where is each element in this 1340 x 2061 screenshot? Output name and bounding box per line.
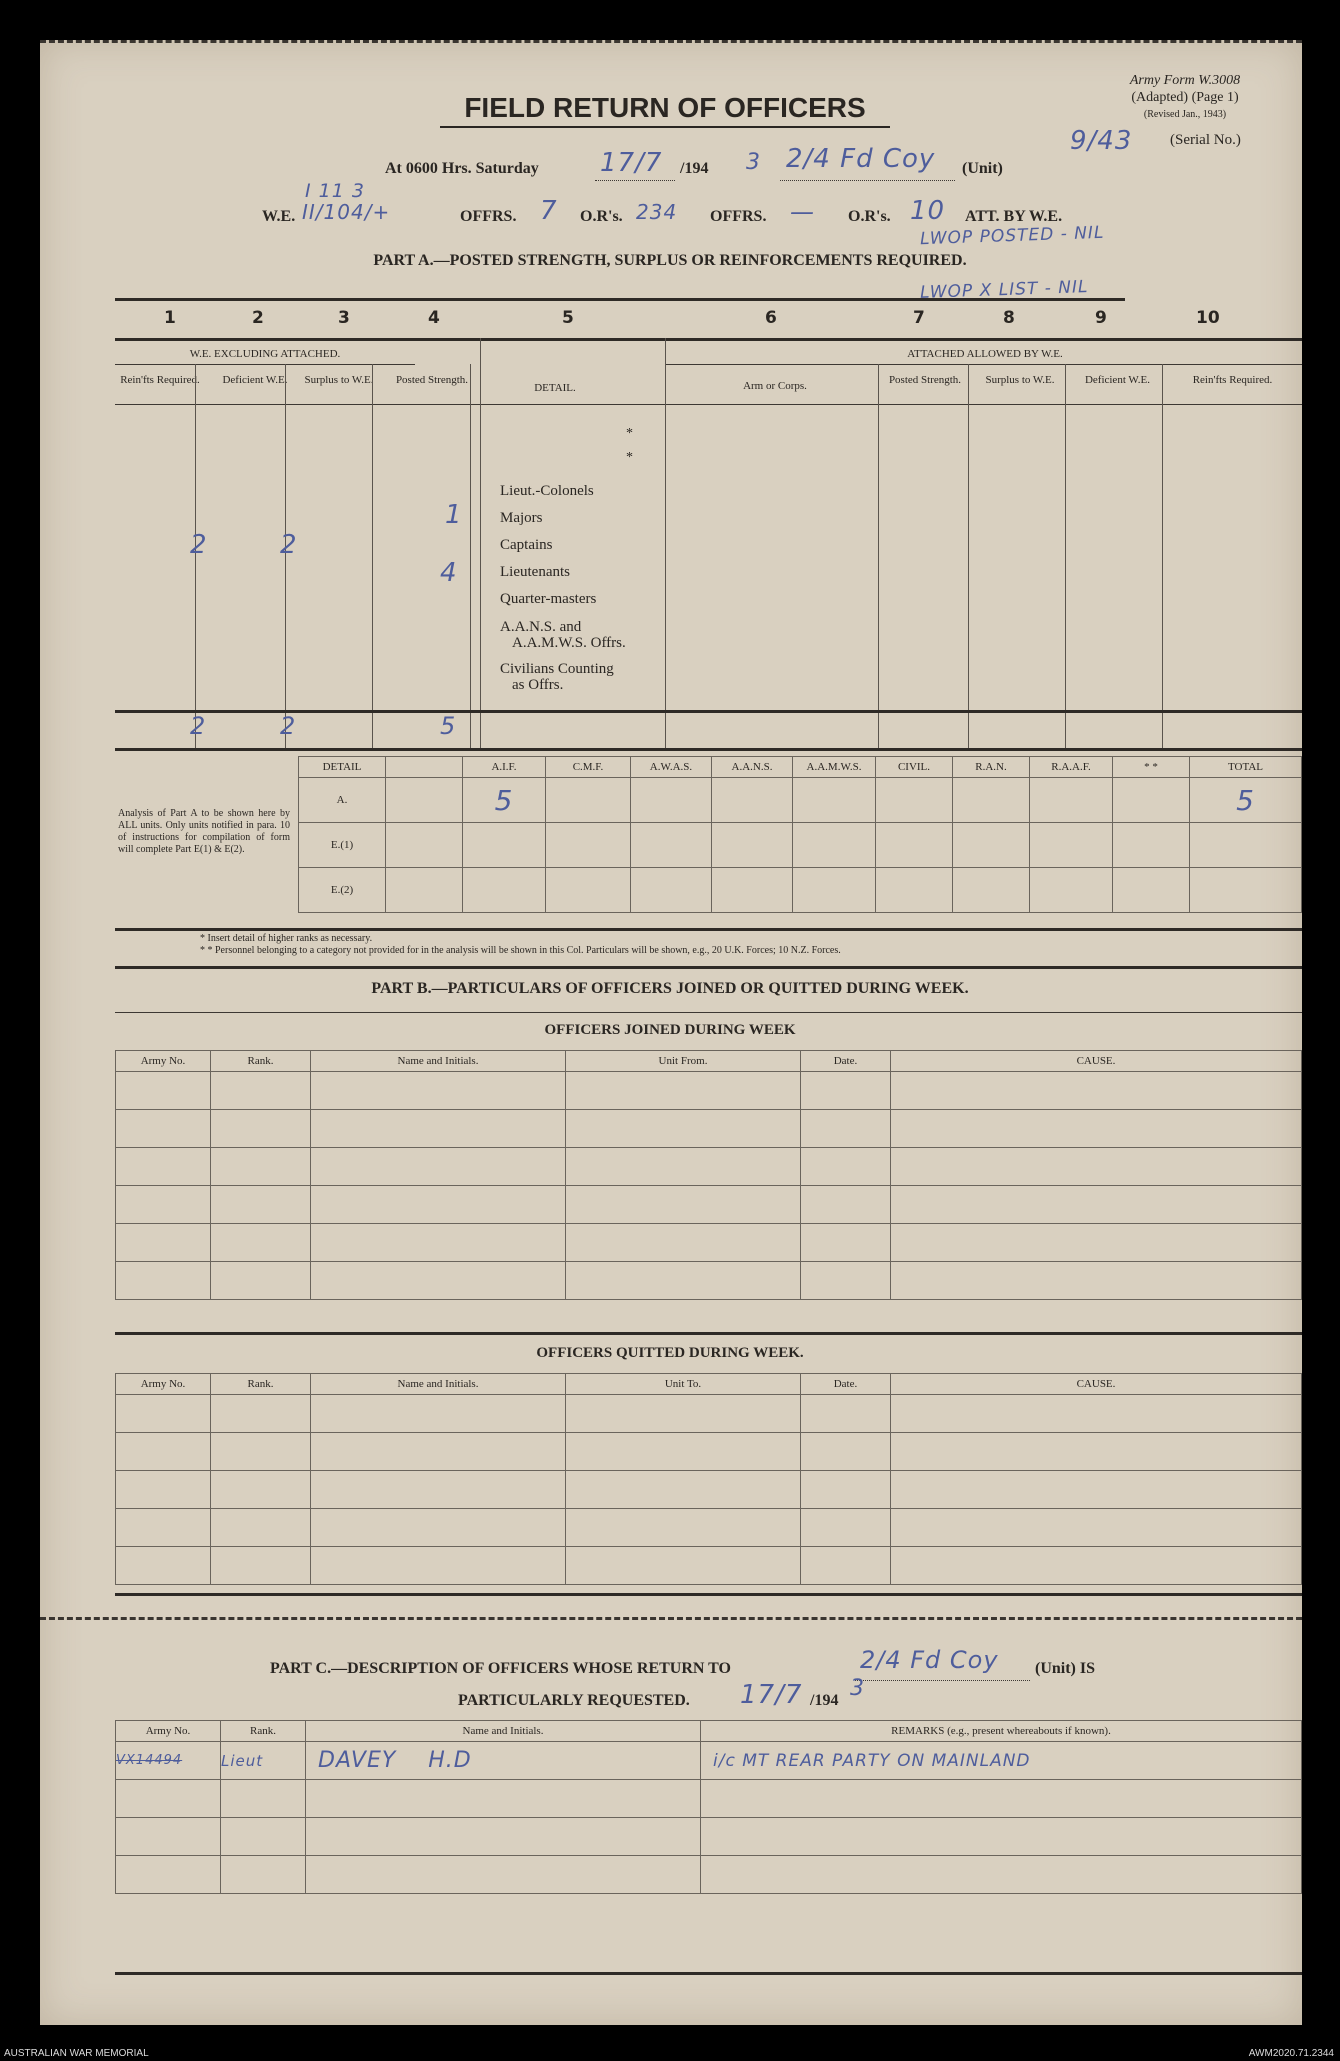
quitted-col-cause: CAUSE. bbox=[891, 1374, 1302, 1395]
table-row bbox=[116, 1547, 1302, 1585]
rank-as-offrs: as Offrs. bbox=[512, 677, 564, 693]
table-row bbox=[116, 1186, 1302, 1224]
table-cell bbox=[221, 1818, 306, 1856]
vline-9 bbox=[1065, 364, 1066, 748]
part-a-bottom-rule bbox=[115, 748, 1302, 751]
table-cell bbox=[116, 1780, 221, 1818]
table-cell bbox=[891, 1547, 1302, 1585]
ors-label: O.R's. bbox=[580, 208, 623, 225]
part-c-col-name: Name and Initials. bbox=[306, 1721, 701, 1742]
table-row bbox=[116, 1072, 1302, 1110]
col-number-7: 7 bbox=[913, 308, 925, 328]
part-c-unit-handwritten: 2/4 Fd Coy bbox=[860, 1646, 999, 1674]
total-posted-handwritten: 5 bbox=[440, 712, 457, 740]
analysis-cell bbox=[793, 868, 876, 913]
table-cell bbox=[311, 1224, 566, 1262]
rank-captains: Captains bbox=[500, 537, 553, 553]
table-cell bbox=[891, 1186, 1302, 1224]
head-arm-corps: Arm or Corps. bbox=[743, 380, 807, 392]
head-reinf-att: Rein'fts Required. bbox=[1192, 374, 1273, 386]
footnote-2: * * Personnel belonging to a category not provided for in the analysis will be shown in this Col. Particulars will be shown, e.g., 20 U.K. Forces; 10 N.Z. Forces. bbox=[200, 945, 841, 956]
analysis-cell bbox=[463, 823, 546, 868]
table-cell bbox=[116, 1110, 211, 1148]
analysis-cell bbox=[386, 868, 463, 913]
quitted-col-date: Date. bbox=[801, 1374, 891, 1395]
analysis-col-raaf: R.A.A.F. bbox=[1030, 757, 1113, 778]
analysis-cell bbox=[953, 778, 1030, 823]
head-reinf-required: Rein'fts Required. bbox=[120, 374, 200, 386]
analysis-cell bbox=[953, 823, 1030, 868]
col-number-6: 6 bbox=[765, 308, 777, 328]
col-number-2: 2 bbox=[252, 308, 264, 328]
analysis-col-cmf: C.M.F. bbox=[546, 757, 631, 778]
analysis-cell bbox=[386, 823, 463, 868]
table-cell bbox=[116, 1471, 211, 1509]
table-cell bbox=[311, 1072, 566, 1110]
analysis-col-aans: A.A.N.S. bbox=[712, 757, 793, 778]
unit-label: (Unit) bbox=[962, 160, 1003, 177]
table-cell bbox=[306, 1818, 701, 1856]
table-cell bbox=[116, 1547, 211, 1585]
vline-6 bbox=[665, 338, 666, 748]
analysis-cell bbox=[631, 823, 712, 868]
analysis-col-awas: A.W.A.S. bbox=[631, 757, 712, 778]
rule-left-group bbox=[115, 364, 415, 365]
part-c-rank-handwritten: Lieut bbox=[221, 1742, 306, 1780]
rank-aans: A.A.N.S. and bbox=[500, 619, 582, 635]
table-cell bbox=[891, 1110, 1302, 1148]
analysis-cell bbox=[1190, 823, 1302, 868]
table-cell bbox=[891, 1072, 1302, 1110]
offrs2-label: OFFRS. bbox=[710, 208, 767, 225]
part-c-line1: PART C.—DESCRIPTION OF OFFICERS WHOSE RETURN TO bbox=[270, 1660, 731, 1677]
offrs2-handwritten: — bbox=[790, 198, 815, 226]
table-cell bbox=[116, 1072, 211, 1110]
analysis-table bbox=[298, 756, 1302, 913]
lieutenants-posted-handwritten: 4 bbox=[440, 558, 458, 588]
analysis-row-label: E.(2) bbox=[299, 868, 386, 913]
analysis-cell bbox=[463, 868, 546, 913]
form-title: FIELD RETURN OF OFFICERS bbox=[440, 92, 890, 128]
quitted-col-rank: Rank. bbox=[211, 1374, 311, 1395]
analysis-row-e2 bbox=[299, 868, 1302, 913]
quitted-col-name: Name and Initials. bbox=[311, 1374, 566, 1395]
serial-number-value: 9/43 bbox=[1070, 126, 1133, 156]
col-number-9: 9 bbox=[1095, 308, 1107, 328]
table-cell bbox=[211, 1224, 311, 1262]
table-cell bbox=[801, 1547, 891, 1585]
table-cell bbox=[211, 1110, 311, 1148]
analysis-col-other: * * bbox=[1113, 757, 1190, 778]
table-cell bbox=[311, 1433, 566, 1471]
analysis-col-aamws: A.A.M.W.S. bbox=[793, 757, 876, 778]
table-row bbox=[116, 1110, 1302, 1148]
vline-7 bbox=[878, 364, 879, 748]
table-cell bbox=[566, 1509, 801, 1547]
rank-quartermasters: Quarter-masters bbox=[500, 591, 597, 607]
rule-right-group bbox=[665, 364, 1302, 365]
part-a-title: PART A.—POSTED STRENGTH, SURPLUS OR REINFORCEMENTS REQUIRED. bbox=[373, 252, 967, 269]
col-number-5: 5 bbox=[562, 308, 574, 328]
analysis-row-label: E.(1) bbox=[299, 823, 386, 868]
analysis-col-total: TOTAL bbox=[1190, 757, 1302, 778]
table-cell bbox=[566, 1072, 801, 1110]
vline-10 bbox=[1162, 364, 1163, 748]
table-row bbox=[116, 1780, 1302, 1818]
table-cell bbox=[211, 1072, 311, 1110]
table-cell bbox=[311, 1110, 566, 1148]
table-cell bbox=[116, 1262, 211, 1300]
part-c-year-suffix: 3 bbox=[850, 1676, 865, 1701]
majors-posted-handwritten: 1 bbox=[445, 500, 463, 530]
table-cell bbox=[211, 1186, 311, 1224]
middle-perforation bbox=[40, 1617, 1302, 1620]
quitted-col-unit-to: Unit To. bbox=[566, 1374, 801, 1395]
table-cell bbox=[891, 1262, 1302, 1300]
table-row bbox=[116, 1742, 1302, 1780]
table-cell bbox=[801, 1110, 891, 1148]
analysis-col-civil: CIVIL. bbox=[876, 757, 953, 778]
we-superscript-handwritten: I 11 3 bbox=[305, 180, 365, 202]
part-a-top-rule bbox=[115, 298, 1125, 301]
serial-number-label: (Serial No.) bbox=[1170, 132, 1241, 148]
part-c-remarks-handwritten: i/c MT REAR PARTY ON MAINLAND bbox=[701, 1742, 1302, 1780]
offrs-label: OFFRS. bbox=[460, 208, 517, 225]
table-cell bbox=[116, 1186, 211, 1224]
part-c-date-handwritten: 17/7 bbox=[740, 1680, 803, 1710]
head-surplus-we: Surplus to W.E. bbox=[304, 374, 374, 386]
table-cell bbox=[566, 1110, 801, 1148]
analysis-bottom-rule bbox=[115, 928, 1302, 931]
table-cell bbox=[211, 1509, 311, 1547]
rule-under-headers bbox=[115, 404, 1302, 405]
table-cell bbox=[221, 1856, 306, 1894]
table-cell bbox=[891, 1509, 1302, 1547]
part-c-name-handwritten: DAVEY H.D bbox=[306, 1742, 701, 1780]
analysis-cell bbox=[876, 823, 953, 868]
head-surplus-att: Surplus to W.E. bbox=[985, 374, 1055, 386]
table-row bbox=[116, 1224, 1302, 1262]
analysis-cell bbox=[386, 778, 463, 823]
quitted-table bbox=[115, 1373, 1302, 1585]
rank-list bbox=[500, 478, 626, 693]
table-row bbox=[116, 1818, 1302, 1856]
analysis-cell bbox=[546, 868, 631, 913]
date-dotted-line bbox=[595, 180, 675, 181]
table-cell bbox=[801, 1262, 891, 1300]
table-cell bbox=[566, 1547, 801, 1585]
joined-title: OFFICERS JOINED DURING WEEK bbox=[544, 1022, 796, 1038]
table-cell bbox=[566, 1433, 801, 1471]
ors2-handwritten: 10 bbox=[910, 196, 946, 226]
col-number-4: 4 bbox=[428, 308, 440, 328]
footer-accession: AWM2020.71.2344 bbox=[1248, 2048, 1334, 2059]
analysis-cell bbox=[1113, 823, 1190, 868]
table-row bbox=[116, 1433, 1302, 1471]
table-cell bbox=[116, 1395, 211, 1433]
part-a-colnum-rule bbox=[115, 338, 1302, 341]
lwop-posted-note: LWOP POSTED - NIL bbox=[919, 222, 1105, 250]
analysis-cell bbox=[631, 868, 712, 913]
table-cell bbox=[701, 1818, 1302, 1856]
joined-col-rank: Rank. bbox=[211, 1051, 311, 1072]
analysis-cell bbox=[712, 868, 793, 913]
analysis-note: Analysis of Part A to be shown here by ALL units. Only units notified in para. 10 of instructions for compilation of form will complete Part E(1) & E(2). bbox=[118, 808, 290, 855]
att-by-we-label: ATT. BY W.E. bbox=[965, 208, 1063, 225]
table-cell bbox=[891, 1471, 1302, 1509]
date-handwritten: 17/7 bbox=[600, 148, 663, 178]
analysis-cell bbox=[793, 778, 876, 823]
rank-civilians: Civilians Counting bbox=[500, 661, 614, 677]
joined-col-name: Name and Initials. bbox=[311, 1051, 566, 1072]
table-row bbox=[116, 1509, 1302, 1547]
analysis-row-label: A. bbox=[299, 778, 386, 823]
detail-header: DETAIL. bbox=[534, 382, 576, 394]
quitted-title: OFFICERS QUITTED DURING WEEK. bbox=[536, 1345, 804, 1361]
we-handwritten: II/104/+ bbox=[302, 200, 391, 224]
ors2-label: O.R's. bbox=[848, 208, 891, 225]
table-cell bbox=[801, 1186, 891, 1224]
vline-4 bbox=[470, 364, 471, 748]
table-cell bbox=[701, 1856, 1302, 1894]
part-c-unit-dotted bbox=[855, 1680, 1030, 1681]
analysis-detail-head: DETAIL bbox=[299, 757, 386, 778]
top-perforation bbox=[40, 40, 1302, 43]
table-cell bbox=[116, 1148, 211, 1186]
head-posted-strength: Posted Strength. bbox=[395, 374, 469, 386]
table-row bbox=[116, 1471, 1302, 1509]
lwop-xlist-note: LWOP X LIST - NIL bbox=[919, 277, 1089, 303]
table-row bbox=[116, 1856, 1302, 1894]
joined-bottom-rule bbox=[115, 1332, 1302, 1335]
rank-majors: Majors bbox=[500, 510, 543, 526]
part-c-col-rank: Rank. bbox=[221, 1721, 306, 1742]
analysis-cell bbox=[1030, 823, 1113, 868]
total-deficient-handwritten: 2 bbox=[280, 712, 297, 740]
analysis-col-aif: A.I.F. bbox=[463, 757, 546, 778]
rank-lieutenants: Lieutenants bbox=[500, 564, 570, 580]
analysis-cell bbox=[876, 868, 953, 913]
joined-col-unit-from: Unit From. bbox=[566, 1051, 801, 1072]
detail-star-1: * bbox=[626, 426, 633, 441]
col-number-10: 10 bbox=[1196, 308, 1220, 328]
table-cell bbox=[566, 1262, 801, 1300]
analysis-cell bbox=[1113, 868, 1190, 913]
analysis-blank-head bbox=[386, 757, 463, 778]
analysis-col-ran: R.A.N. bbox=[953, 757, 1030, 778]
table-cell bbox=[891, 1395, 1302, 1433]
analysis-aif-a-handwritten: 5 bbox=[463, 778, 546, 823]
analysis-cell bbox=[1113, 778, 1190, 823]
col-number-1: 1 bbox=[164, 308, 176, 328]
table-cell bbox=[311, 1395, 566, 1433]
analysis-cell bbox=[546, 778, 631, 823]
year-prefix: /194 bbox=[680, 160, 709, 177]
analysis-cell bbox=[1030, 868, 1113, 913]
table-cell bbox=[566, 1148, 801, 1186]
table-cell bbox=[311, 1186, 566, 1224]
form-sheet bbox=[40, 40, 1302, 2025]
part-c-unit-label: (Unit) IS bbox=[1035, 1660, 1096, 1677]
part-c-bottom-rule bbox=[115, 1972, 1302, 1975]
table-cell bbox=[211, 1262, 311, 1300]
year-suffix-handwritten: 3 bbox=[746, 150, 761, 175]
quitted-col-army-no: Army No. bbox=[116, 1374, 211, 1395]
table-cell bbox=[566, 1471, 801, 1509]
head-deficient-att: Deficient W.E. bbox=[1084, 374, 1151, 386]
attached-allowed-header: ATTACHED ALLOWED BY W.E. bbox=[907, 348, 1063, 360]
table-cell bbox=[211, 1148, 311, 1186]
table-cell bbox=[311, 1148, 566, 1186]
table-cell bbox=[311, 1547, 566, 1585]
we-excluding-attached-header: W.E. EXCLUDING ATTACHED. bbox=[189, 348, 341, 360]
table-cell bbox=[801, 1471, 891, 1509]
table-cell bbox=[116, 1856, 221, 1894]
head-deficient-we: Deficient W.E. bbox=[222, 374, 288, 386]
table-cell bbox=[116, 1818, 221, 1856]
captains-reinf-handwritten: 2 bbox=[190, 530, 208, 560]
part-b-title-rule bbox=[115, 1012, 1302, 1013]
total-reinf-handwritten: 2 bbox=[190, 712, 207, 740]
table-cell bbox=[306, 1780, 701, 1818]
table-cell bbox=[311, 1262, 566, 1300]
table-cell bbox=[116, 1224, 211, 1262]
table-cell bbox=[211, 1547, 311, 1585]
at-time-label: At 0600 Hrs. Saturday bbox=[385, 160, 539, 177]
table-cell bbox=[891, 1148, 1302, 1186]
table-cell bbox=[311, 1471, 566, 1509]
unit-dotted-line bbox=[780, 180, 955, 181]
part-c-col-army-no: Army No. bbox=[116, 1721, 221, 1742]
joined-table bbox=[115, 1050, 1302, 1300]
unit-handwritten: 2/4 Fd Coy bbox=[786, 144, 936, 174]
vline-3 bbox=[372, 364, 373, 748]
rank-aamws: A.A.M.W.S. Offrs. bbox=[512, 635, 626, 651]
table-cell bbox=[116, 1509, 211, 1547]
analysis-cell bbox=[793, 823, 876, 868]
form-revised: (Revised Jan., 1943) bbox=[1143, 109, 1227, 120]
col-number-8: 8 bbox=[1003, 308, 1015, 328]
analysis-cell bbox=[712, 778, 793, 823]
table-cell bbox=[306, 1856, 701, 1894]
analysis-cell bbox=[1030, 778, 1113, 823]
detail-star-2: * bbox=[626, 450, 633, 465]
table-row bbox=[116, 1148, 1302, 1186]
part-c-army-no-handwritten: VX14494 bbox=[116, 1742, 221, 1780]
table-cell bbox=[801, 1224, 891, 1262]
joined-col-date: Date. bbox=[801, 1051, 891, 1072]
table-cell bbox=[221, 1780, 306, 1818]
table-cell bbox=[566, 1186, 801, 1224]
vline-5 bbox=[480, 338, 481, 748]
table-cell bbox=[801, 1509, 891, 1547]
joined-col-army-no: Army No. bbox=[116, 1051, 211, 1072]
table-cell bbox=[801, 1072, 891, 1110]
part-c-table bbox=[115, 1720, 1302, 1894]
table-cell bbox=[211, 1433, 311, 1471]
table-row bbox=[116, 1262, 1302, 1300]
part-c-col-remarks: REMARKS (e.g., present whereabouts if known). bbox=[701, 1721, 1302, 1742]
head-posted-strength-att: Posted Strength. bbox=[888, 374, 962, 386]
ors-handwritten: 234 bbox=[636, 200, 678, 224]
analysis-cell bbox=[876, 778, 953, 823]
footer-source: AUSTRALIAN WAR MEMORIAL bbox=[4, 2048, 149, 2059]
analysis-cell bbox=[631, 778, 712, 823]
table-cell bbox=[801, 1148, 891, 1186]
form-adapted: (Adapted) (Page 1) bbox=[1131, 90, 1239, 105]
analysis-cell bbox=[546, 823, 631, 868]
form-id-block bbox=[1070, 72, 1300, 123]
table-cell bbox=[566, 1224, 801, 1262]
analysis-cell bbox=[1190, 868, 1302, 913]
footnote-1: * Insert detail of higher ranks as necessary. bbox=[200, 933, 373, 944]
joined-col-cause: CAUSE. bbox=[891, 1051, 1302, 1072]
part-c-year-prefix: /194 bbox=[810, 1692, 839, 1709]
captains-deficient-handwritten: 2 bbox=[280, 530, 298, 560]
table-cell bbox=[311, 1509, 566, 1547]
analysis-cell bbox=[712, 823, 793, 868]
part-b-title: PART B.—PARTICULARS OF OFFICERS JOINED OR QUITTED DURING WEEK. bbox=[371, 980, 969, 997]
table-cell bbox=[891, 1433, 1302, 1471]
offrs-handwritten: 7 bbox=[540, 196, 558, 226]
vline-8 bbox=[968, 364, 969, 748]
analysis-cell bbox=[953, 868, 1030, 913]
analysis-row-e1 bbox=[299, 823, 1302, 868]
army-form-number: Army Form W.3008 bbox=[1129, 73, 1241, 88]
table-cell bbox=[211, 1471, 311, 1509]
part-c-line2: PARTICULARLY REQUESTED. bbox=[458, 1692, 690, 1709]
table-cell bbox=[891, 1224, 1302, 1262]
analysis-total-a-handwritten: 5 bbox=[1190, 778, 1302, 823]
table-cell bbox=[801, 1395, 891, 1433]
table-cell bbox=[211, 1395, 311, 1433]
col-number-3: 3 bbox=[338, 308, 350, 328]
table-cell bbox=[801, 1433, 891, 1471]
table-row bbox=[116, 1395, 1302, 1433]
we-label: W.E. bbox=[262, 208, 296, 225]
table-cell bbox=[566, 1395, 801, 1433]
table-cell bbox=[701, 1780, 1302, 1818]
table-cell bbox=[116, 1433, 211, 1471]
part-b-top-rule bbox=[115, 966, 1302, 969]
rank-lieut-colonels: Lieut.-Colonels bbox=[500, 483, 594, 499]
analysis-row-a bbox=[299, 778, 1302, 823]
quitted-bottom-rule bbox=[115, 1593, 1302, 1596]
